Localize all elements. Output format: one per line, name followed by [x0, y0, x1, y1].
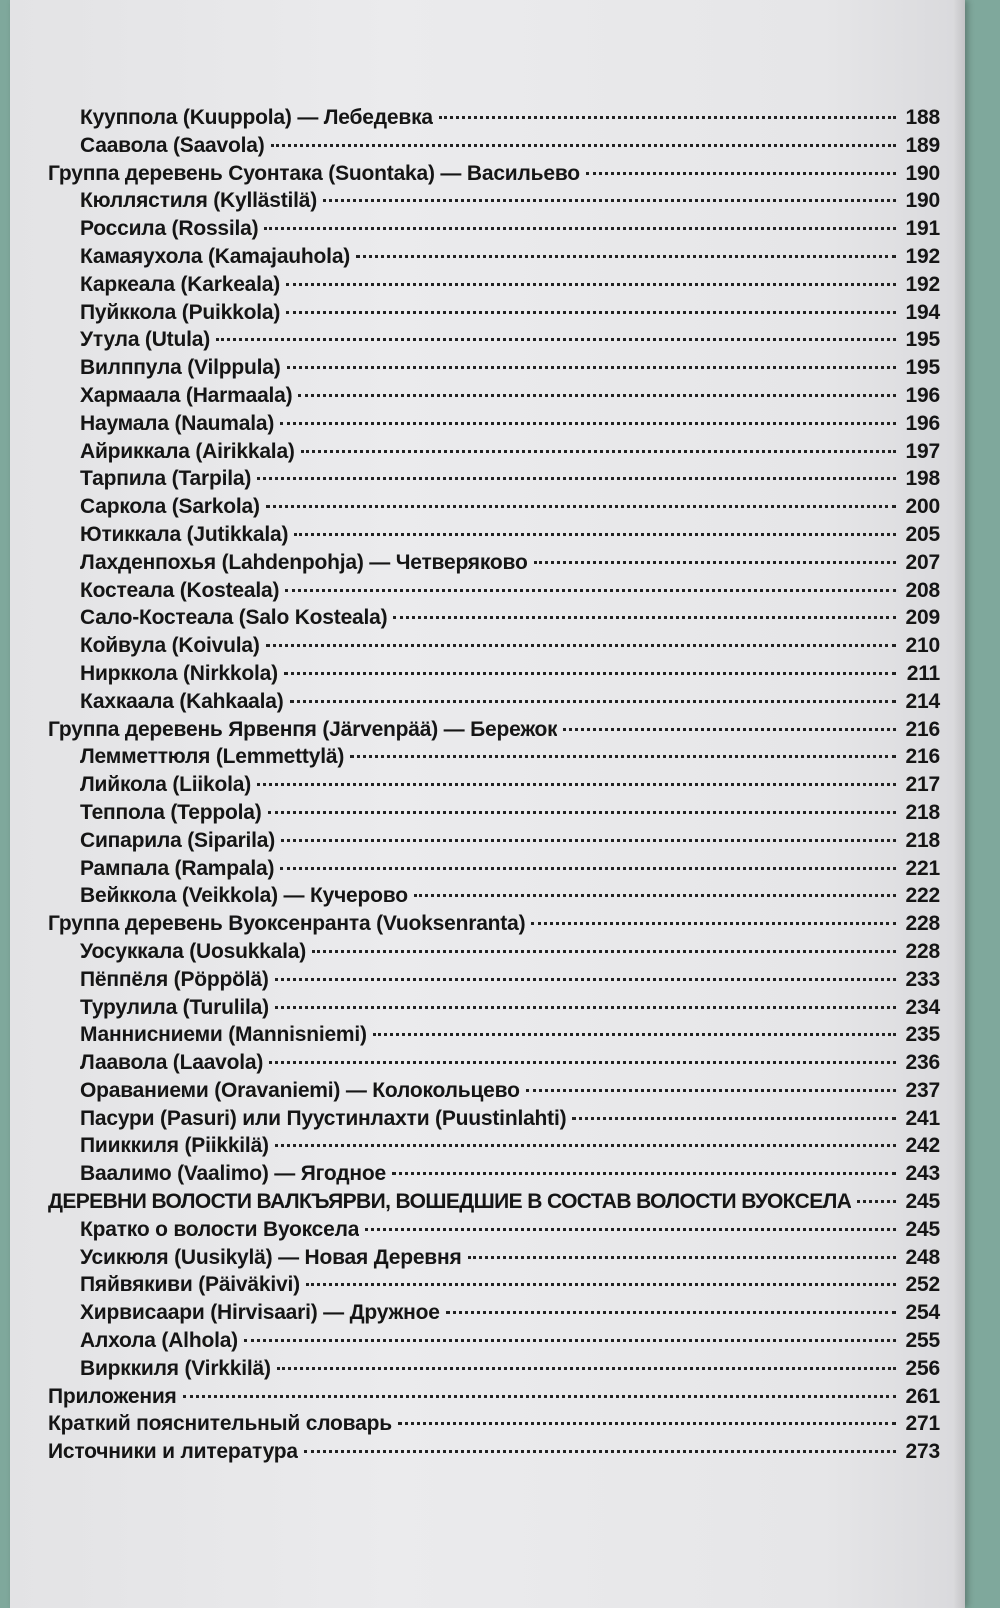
toc-entry-title: Наумала (Naumala): [80, 411, 275, 435]
toc-entry-page-number: 242: [905, 1134, 940, 1158]
toc-entry-page-number: 216: [905, 717, 940, 741]
toc-entry-title: Кратко о волости Вуоксела: [80, 1217, 360, 1241]
toc-entry: [48, 968, 940, 996]
toc-entry-title: Группа деревень Суонтака (Suontaka) — Васильево: [48, 161, 580, 185]
toc-entry: [48, 1412, 940, 1440]
dot-leader: [586, 172, 896, 175]
toc-entry-page-number: 197: [905, 439, 940, 463]
dot-leader: [290, 700, 896, 703]
dot-leader: [275, 1144, 896, 1147]
toc-entry: [48, 1079, 940, 1107]
dot-leader: [287, 366, 896, 369]
toc-entry-title: Уосуккала (Uosukkala): [80, 939, 307, 963]
dot-leader: [563, 728, 896, 731]
toc-entry: [48, 690, 940, 718]
toc-entry: [48, 801, 940, 829]
toc-entry-page-number: 209: [905, 606, 940, 630]
toc-entry-title: Лийкола (Liikola): [80, 773, 252, 797]
toc-entry-title: Группа деревень Ярвенпя (Järvenpää) — Бережок: [48, 717, 558, 741]
toc-entry-title: Пииккиля (Piikkilä): [80, 1134, 269, 1158]
toc-entry-title: Вилппула (Vilppula): [80, 356, 281, 380]
toc-entry: [48, 1301, 940, 1329]
toc-entry: [48, 1357, 940, 1385]
dot-leader: [271, 144, 896, 147]
dot-leader: [356, 255, 896, 258]
dot-leader: [183, 1395, 896, 1398]
toc-entry-page-number: 216: [905, 745, 940, 769]
toc-entry-page-number: 210: [905, 634, 940, 658]
toc-entry: [48, 606, 940, 634]
dot-leader: [350, 755, 896, 758]
toc-entry-page-number: 241: [905, 1106, 940, 1130]
toc-entry: [48, 634, 940, 662]
toc-entry-title: Ораваниеми (Oravaniemi) — Колокольцево: [80, 1078, 520, 1102]
toc-entry-page-number: 248: [905, 1245, 940, 1269]
toc-entry-title: Койвула (Koivula): [80, 634, 260, 658]
toc-entry-title: Сало-Костеала (Salo Kosteala): [80, 606, 388, 630]
dot-leader: [286, 311, 896, 314]
toc-entry-title: Теппола (Teppola): [80, 800, 262, 824]
toc-entry-page-number: 255: [905, 1329, 940, 1353]
dot-leader: [857, 1200, 896, 1203]
toc-entry-title: Турулила (Turulila): [80, 995, 269, 1019]
dot-leader: [280, 422, 896, 425]
toc-entry: [48, 996, 940, 1024]
toc-entry-page-number: 261: [905, 1384, 940, 1408]
toc-entry: [48, 245, 940, 273]
toc-entry-page-number: 218: [905, 828, 940, 852]
toc-entry-page-number: 252: [905, 1273, 940, 1297]
toc-entry: [48, 495, 940, 523]
dot-leader: [277, 1367, 896, 1370]
dot-leader: [286, 283, 896, 286]
toc-entry-page-number: 228: [905, 939, 940, 963]
dot-leader: [266, 505, 896, 508]
dot-leader: [304, 1450, 896, 1453]
toc-entry-page-number: 236: [905, 1051, 940, 1075]
toc-entry-page-number: 245: [905, 1190, 940, 1214]
toc-entry-title: Хирвисаари (Hirvisaari) — Дружное: [80, 1301, 440, 1325]
toc-entry-title: Группа деревень Вуоксенранта (Vuoksenranta): [48, 912, 526, 936]
toc-entry-title: Рампала (Rampala): [80, 856, 275, 880]
toc-entry: [48, 134, 940, 162]
page-edge-shadow: [953, 0, 965, 1608]
toc-entry-title: Костеала (Kosteala): [80, 578, 280, 602]
toc-entry-page-number: 198: [905, 467, 940, 491]
toc-entry-title: Усикюля (Uusikylä) — Новая Деревня: [80, 1245, 462, 1269]
toc-entry-page-number: 228: [905, 912, 940, 936]
toc-entry-page-number: 214: [905, 689, 940, 713]
toc-entry-page-number: 205: [905, 522, 940, 546]
dot-leader: [306, 1283, 896, 1286]
toc-entry-page-number: 195: [905, 328, 940, 352]
toc-entry-title: Нирккола (Nirkkola): [80, 661, 278, 685]
toc-entry: [48, 273, 940, 301]
toc-entry: [48, 106, 940, 134]
toc-entry-title: Маннисниеми (Mannisniemi): [80, 1023, 367, 1047]
toc-entry-page-number: 273: [905, 1440, 940, 1464]
toc-entry-title: Пуйккола (Puikkola): [80, 300, 281, 324]
toc-entry: [48, 412, 940, 440]
toc-entry: [48, 328, 940, 356]
toc-entry-page-number: 190: [905, 189, 940, 213]
toc-entry-page-number: 222: [905, 884, 940, 908]
dot-leader: [446, 1311, 896, 1314]
toc-entry-page-number: 192: [905, 272, 940, 296]
dot-leader: [439, 116, 896, 119]
toc-entry-page-number: 211: [906, 661, 940, 685]
dot-leader: [285, 589, 896, 592]
toc-entry-page-number: 196: [905, 383, 940, 407]
toc-entry-page-number: 207: [905, 550, 940, 574]
toc-entry-title: Хармаала (Harmaala): [80, 383, 293, 407]
dot-leader: [323, 199, 896, 202]
dot-leader: [398, 1422, 896, 1425]
toc-entry: [48, 1329, 940, 1357]
toc-entry: [48, 217, 940, 245]
toc-entry-title: Вирккиля (Virkkilä): [80, 1356, 271, 1380]
toc-entry: [48, 773, 940, 801]
toc-entry-page-number: 208: [905, 578, 940, 602]
toc-entry-page-number: 189: [905, 133, 940, 157]
toc-entry-title: Россила (Rossila): [80, 217, 259, 241]
toc-entry-title: Ютиккала (Jutikkala): [80, 522, 289, 546]
dot-leader: [264, 227, 896, 230]
toc-entry: [48, 1385, 940, 1413]
toc-entry: [48, 301, 940, 329]
toc-entry: [48, 662, 940, 690]
toc-entry: [48, 718, 940, 746]
toc-entry: [48, 1023, 940, 1051]
dot-leader: [294, 533, 896, 536]
dot-leader: [257, 783, 896, 786]
toc-entry-page-number: 254: [905, 1301, 940, 1325]
toc-entry-title: Вейккола (Veikkola) — Кучерово: [80, 884, 408, 908]
toc-entry-page-number: 195: [905, 356, 940, 380]
toc-entry: [48, 1440, 940, 1468]
dot-leader: [257, 477, 896, 480]
dot-leader: [392, 1172, 896, 1175]
toc-entry: [48, 579, 940, 607]
dot-leader: [468, 1256, 896, 1259]
toc-entry-title: ДЕРЕВНИ ВОЛОСТИ ВАЛКЪЯРВИ, ВОШЕДШИЕ В СОСТАВ ВОЛОСТИ ВУОКСЕЛА: [48, 1190, 852, 1214]
toc-entry-page-number: 188: [905, 106, 940, 129]
dot-leader: [266, 644, 896, 647]
toc-entry-title: Ваалимо (Vaalimo) — Ягодное: [80, 1162, 386, 1186]
toc-entry-title: Пасури (Pasuri) или Пуустинлахти (Puustinlahti): [80, 1106, 567, 1130]
toc-entry-page-number: 221: [905, 856, 940, 880]
toc-entry-page-number: 245: [905, 1217, 940, 1241]
dot-leader: [393, 616, 896, 619]
toc-entry-page-number: 192: [905, 244, 940, 268]
dot-leader: [298, 394, 896, 397]
toc-entry-title: Источники и литература: [48, 1440, 298, 1464]
toc-entry-page-number: 234: [905, 995, 940, 1019]
toc-entry-title: Приложения: [48, 1384, 177, 1408]
dot-leader: [526, 1089, 896, 1092]
toc-entry: [48, 940, 940, 968]
toc-entry: [48, 356, 940, 384]
toc-entry: [48, 162, 940, 190]
toc-entry: [48, 523, 940, 551]
toc-entry: [48, 384, 940, 412]
toc-entry-title: Сипарила (Siparila): [80, 828, 276, 852]
toc-entry-page-number: 218: [905, 800, 940, 824]
toc-entry-page-number: 235: [905, 1023, 940, 1047]
toc-entry: [48, 440, 940, 468]
toc-entry-page-number: 200: [905, 495, 940, 519]
toc-entry-title: Пяйвякиви (Päiväkivi): [80, 1273, 300, 1297]
toc-entry: [48, 829, 940, 857]
toc-entry-title: Тарпила (Tarpila): [80, 467, 252, 491]
dot-leader: [312, 950, 896, 953]
toc-entry-title: Лемметтюля (Lemmettylä): [80, 745, 345, 769]
toc-entry: [48, 912, 940, 940]
toc-entry-title: Кюллястиля (Kyllästilä): [80, 189, 318, 213]
toc-entry: [48, 884, 940, 912]
toc-entry-title: Кууппола (Kuuppola) — Лебедевка: [80, 106, 433, 129]
toc-entry: [48, 1190, 940, 1218]
toc-entry-title: Краткий пояснительный словарь: [48, 1412, 392, 1436]
toc-entry-page-number: 237: [905, 1078, 940, 1102]
toc-entry-title: Саавола (Saavola): [80, 133, 265, 157]
toc-entry: [48, 551, 940, 579]
dot-leader: [280, 867, 896, 870]
toc-entry-page-number: 233: [905, 967, 940, 991]
dot-leader: [414, 894, 896, 897]
toc-entry-title: Каркеала (Karkeala): [80, 272, 281, 296]
dot-leader: [269, 1061, 896, 1064]
toc-entry-title: Кахкаала (Kahkaala): [80, 689, 284, 713]
dot-leader: [216, 338, 896, 341]
dot-leader: [531, 922, 896, 925]
toc-entry-page-number: 194: [905, 300, 940, 324]
dot-leader: [373, 1033, 896, 1036]
toc-entry-title: Лаавола (Laavola): [80, 1051, 264, 1075]
toc-entry: [48, 1218, 940, 1246]
dot-leader: [275, 978, 896, 981]
toc-entry: [48, 857, 940, 885]
dot-leader: [275, 1006, 896, 1009]
toc-entry-page-number: 256: [905, 1356, 940, 1380]
table-of-contents: [48, 106, 940, 1468]
dot-leader: [572, 1117, 896, 1120]
toc-entry-title: Лахденпохья (Lahdenpohja) — Четверяково: [80, 550, 528, 574]
toc-entry: [48, 1134, 940, 1162]
toc-entry-page-number: 271: [905, 1412, 940, 1436]
toc-entry: [48, 1162, 940, 1190]
toc-entry-page-number: 243: [905, 1162, 940, 1186]
dot-leader: [301, 450, 896, 453]
toc-entry: [48, 189, 940, 217]
toc-entry: [48, 1107, 940, 1135]
toc-entry-title: Алхола (Alhola): [80, 1329, 238, 1353]
toc-entry-title: Айриккала (Airikkala): [80, 439, 295, 463]
book-page: [10, 0, 965, 1608]
toc-entry: [48, 1051, 940, 1079]
dot-leader: [244, 1339, 896, 1342]
toc-entry: [48, 1273, 940, 1301]
toc-entry-page-number: 217: [905, 773, 940, 797]
toc-entry-title: Пёппёля (Pöppölä): [80, 967, 269, 991]
dot-leader: [284, 672, 896, 675]
toc-entry: [48, 467, 940, 495]
dot-leader: [281, 839, 896, 842]
toc-entry: [48, 745, 940, 773]
dot-leader: [534, 561, 896, 564]
dot-leader: [268, 811, 896, 814]
toc-entry-title: Утула (Utula): [80, 328, 211, 352]
toc-entry-title: Саркола (Sarkola): [80, 495, 260, 519]
toc-entry-page-number: 196: [905, 411, 940, 435]
toc-entry-page-number: 191: [905, 217, 940, 241]
toc-entry-page-number: 190: [905, 161, 940, 185]
toc-entry-title: Камаяухола (Kamajauhola): [80, 244, 351, 268]
dot-leader: [365, 1228, 896, 1231]
toc-entry: [48, 1246, 940, 1274]
